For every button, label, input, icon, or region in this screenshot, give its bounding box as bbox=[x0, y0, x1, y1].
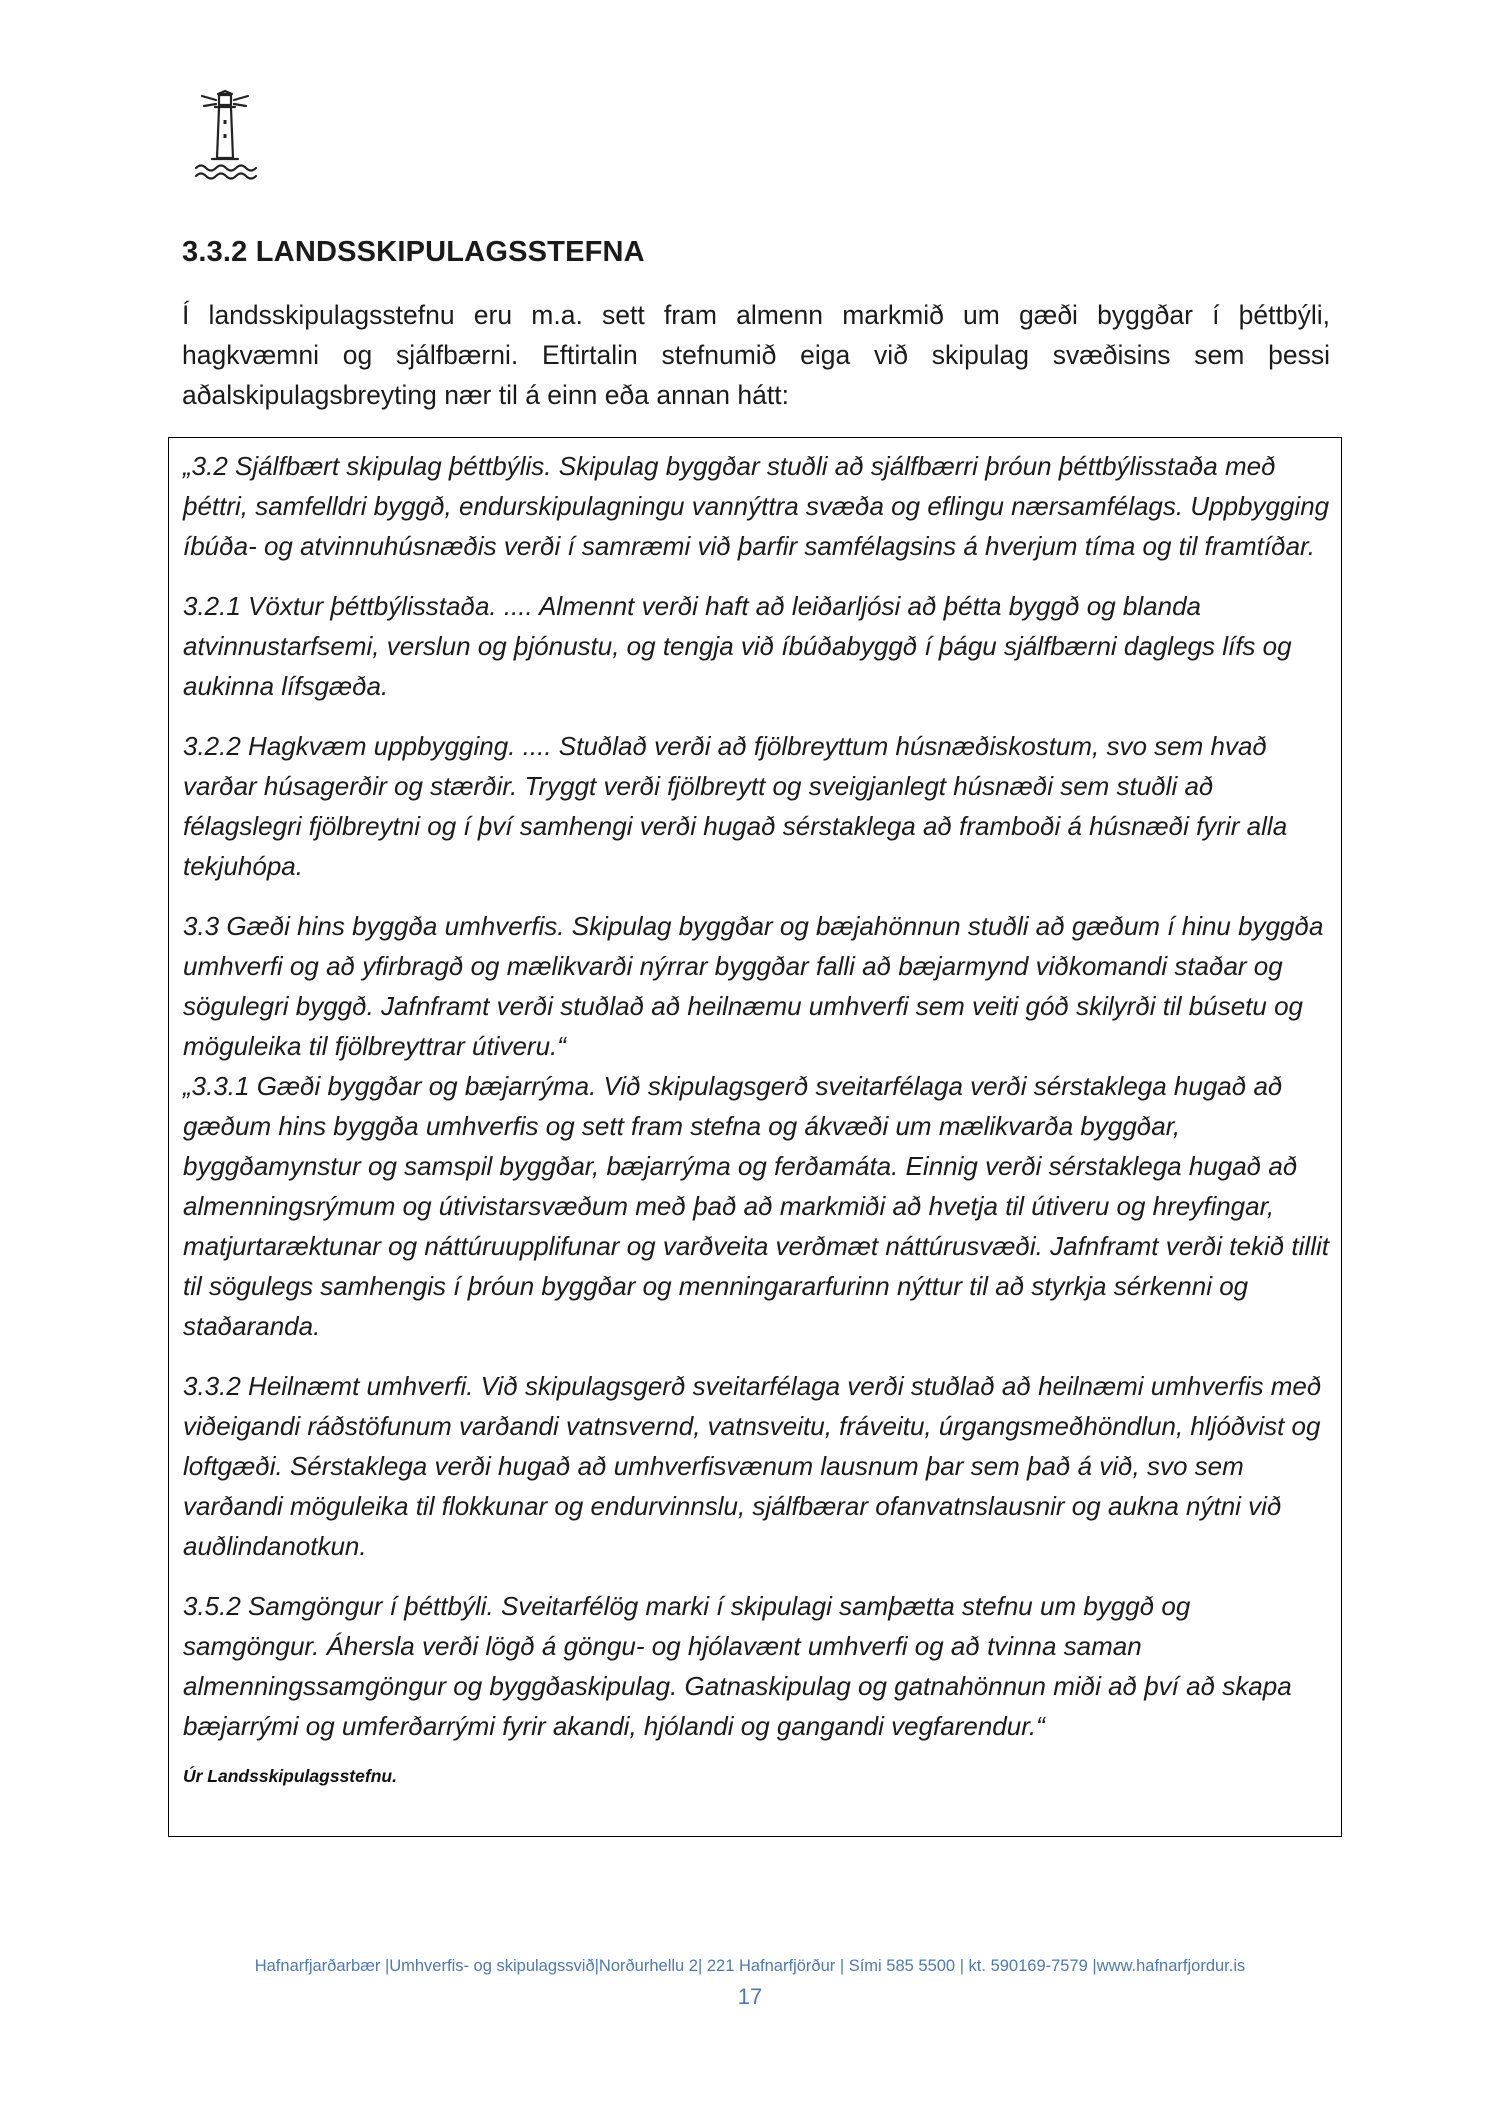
quote-paragraph: „3.3.1 Gæði byggðar og bæjarrýma. Við skipulagsgerð sveitarfélaga verði sérstaklega hugað að gæðum hins byggða umhverfis og sett fram stefna og ákvæði um mælikvarða byggðar, byggðamynstur og samspil byggðar, bæjarrýma og ferðamáta. Einnig verði sérstaklega hugað að almenningsrýmum og útivistarsvæðum með það að markmiði að hvetja til útiveru og hreyfingar, matjurtaræktunar og náttúruupplifunar og varðveita verðmæt náttúrusvæði. Jafnframt verði tekið tillit til sögulegs samhengis í þróun byggðar og menningararfurinn nýttur til að styrkja sérkenni og staðaranda. bbox=[183, 1071, 1329, 1341]
page-number: 17 bbox=[737, 1984, 763, 2009]
lighthouse-icon bbox=[190, 90, 260, 186]
quote-paragraph: 3.2.1 Vöxtur þéttbýlisstaða. .... Almennt verði haft að leiðarljósi að þétta byggð og blanda atvinnustarfsemi, verslun og þjónustu, og tengja við íbúðabyggð í þágu sjálfbærni daglegs lífs og aukinna lífsgæða. bbox=[183, 591, 1292, 701]
quote-paragraph: 3.5.2 Samgöngur í þéttbýli. Sveitarfélög marki í skipulagi samþætta stefnu um byggð og samgöngur. Áhersla verði lögð á göngu- og hjólavænt umhverfi og að tvinna saman almenningssamgöngur og byggðaskipulag. Gatnaskipulag og gatnahönnun miði að því að skapa bæjarrými og umferðarrými fyrir akandi, hjólandi og gangandi vegfarendur.“ bbox=[183, 1591, 1292, 1741]
quote-paragraph: „3.2 Sjálfbært skipulag þéttbýlis. Skipulag byggðar stuðli að sjálfbærri þróun þéttbýlisstaða með þéttri, samfelldri byggð, endurskipulagningu vannýttra svæða og eflingu nærsamfélags. Uppbygging íbúða- og atvinnuhúsnæðis verði í samræmi við þarfir samfélagsins á hverjum tíma og til framtíðar. bbox=[183, 451, 1330, 561]
footer-contact: Hafnarfjarðarbær |Umhverfis- og skipulagssvið|Norðurhellu 2| 221 Hafnarfjörður | Sími 585 5500 | kt. 590169-7579 |www.hafnarfjordur.is bbox=[254, 1957, 1246, 1975]
quote-paragraph: 3.3.2 Heilnæmt umhverfi. Við skipulagsgerð sveitarfélaga verði stuðlað að heilnæmi umhverfis með viðeigandi ráðstöfunum varðandi vatnsvernd, vatnsveitu, fráveitu, úrgangsmeðhöndlun, hljóðvist og loftgæði. Sérstaklega verði hugað að umhverfisvænum lausnum þar sem það á við, svo sem varðandi möguleika til flokkunar og endurvinnslu, sjálfbærar ofanvatnslausnir og aukna nýtni við auðlindanotkun. bbox=[183, 1371, 1322, 1561]
intro-paragraph: Í landsskipulagsstefnu eru m.a. sett fram almenn markmið um gæði byggðar í þéttbýli, hagkvæmni og sjálfbærni. Eftirtalin stefnumið eiga við skipulag svæðisins sem þessi aðalskipulagsbreyting nær til á einn eða annan hátt: bbox=[182, 300, 1330, 410]
section-heading: 3.3.2 LANDSSKIPULAGSSTEFNA bbox=[182, 236, 645, 268]
quote-paragraph: 3.2.2 Hagkvæm uppbygging. .... Stuðlað verði að fjölbreyttum húsnæðiskostum, svo sem hvað varðar húsagerðir og stærðir. Tryggt verði fjölbreytt og sveigjanlegt húsnæði sem stuðli að félagslegri fjölbreytni og í því samhengi verði hugað sérstaklega að framboði á húsnæði fyrir alla tekjuhópa. bbox=[183, 731, 1288, 881]
quote-box bbox=[168, 437, 1342, 1837]
quote-paragraph: 3.3 Gæði hins byggða umhverfis. Skipulag byggðar og bæjahönnun stuðli að gæðum í hinu byggða umhverfi og að yfirbragð og mælikvarði nýrrar byggðar falli að bæjarmynd viðkomandi staðar og sögulegri byggð. Jafnframt verði stuðlað að heilnæmu umhverfi sem veiti góð skilyrði til búsetu og möguleika til fjölbreyttrar útiveru.“ bbox=[183, 911, 1324, 1061]
quote-source: Úr Landsskipulagsstefnu. bbox=[183, 1766, 397, 1786]
